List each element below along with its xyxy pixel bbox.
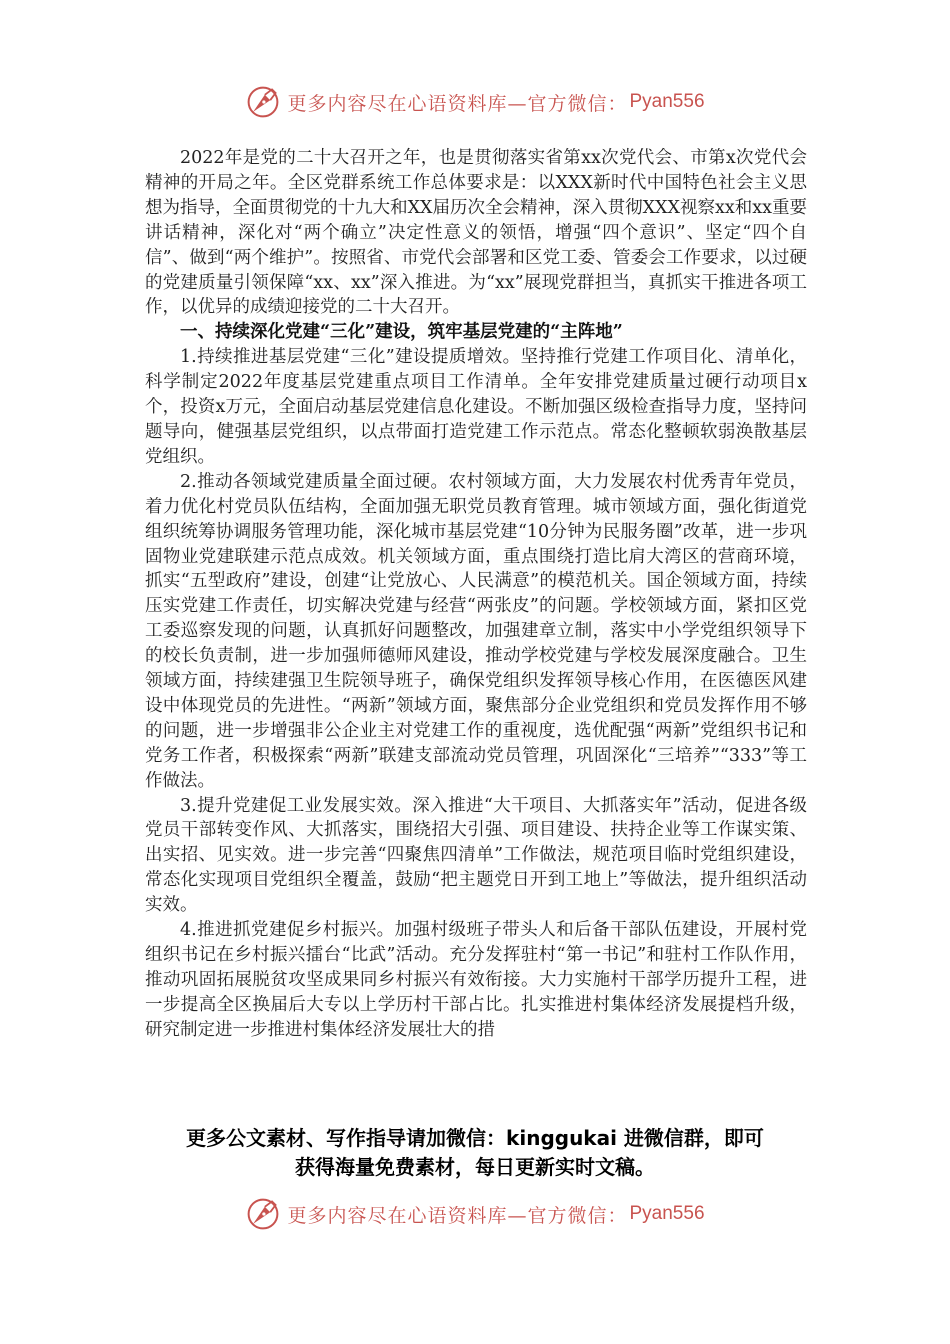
pen-nib-logo-icon [245, 84, 281, 120]
banner-text: 更多内容尽在心语资料库—官方微信： [287, 92, 628, 115]
promo-notice [120, 1124, 830, 1182]
paragraph-2: 2.推动各领域党建质量全面过硬。农村领域方面，大力发展农村优秀青年党员，着力优化村党员队伍结构，全面加强无职党员教育管理。城市领域方面，强化街道党组织统筹协调服务管理功能，深化城市基层党建“10分钟为民服务圈”改革，进一步巩固物业党建联建示范点成效。机关领域方面，重点围绕打造比肩大湾区的营商环境，抓实“五型政府”建设，创建“让党放心、人民满意”的模范机关。国企领域方面，持续压实党建工作责任，切实解决党建与经营“两张皮”的问题。学校领域方面，紧扣区党工委巡察发现的问题，认真抓好问题整改，加强建章立制，落实中小学党组织领导下的校长负责制，进一步加强师德师风建设，推动学校党建与学校发展深度融合。卫生领域方面，持续建强卫生院领导班子，确保党组织发挥领导核心作用，在医德医风建设中体现党员的先进性。“两新”领域方面，聚焦部分企业党组织和党员发挥作用不够的问题，进一步增强非公企业主对党建工作的重视度，选优配强“两新”党组织书记和党务工作者，积极探索“两新”联建支部流动党员管理，巩固深化“三培养”“333”等工作做法。 [145, 471, 807, 791]
footer-banner [0, 1194, 950, 1234]
banner-text: 更多内容尽在心语资料库—官方微信： [287, 1204, 628, 1227]
banner-wechat-id: Pyan556 [629, 1203, 705, 1224]
document-body [145, 146, 807, 1043]
promo-line-1: 更多公文素材、写作指导请加微信：kinggukai 进微信群，即可 [186, 1126, 764, 1150]
intro-paragraph: 2022年是党的二十大召开之年，也是贯彻落实省第xx次党代会、市第x次党代会精神的开局之年。全区党群系统工作总体要求是：以XXX新时代中国特色社会主义思想为指导，全面贯彻党的十九大和XX届历次全会精神，深入贯彻XXX视察xx和xx重要讲话精神，深化对“两个确立”决定性意义的领悟，增强“四个意识”、坚定“四个自信”、做到“两个维护”。按照省、市党代会部署和区党工委、管委会工作要求，以过硬的党建质量引领保障“xx、xx”深入推进。为“xx”展现党群担当，真抓实干推进各项工作，以优异的成绩迎接党的二十大召开。 [145, 148, 807, 318]
paragraph-4: 4.推进抓党建促乡村振兴。加强村级班子带头人和后备干部队伍建设，开展村党组织书记在乡村振兴擂台“比武”活动。充分发挥驻村“第一书记”和驻村工作队作用，推动巩固拓展脱贫攻坚成果同乡村振兴有效衔接。大力实施村干部学历提升工程，进一步提高全区换届后大专以上学历村干部占比。扎实推进村集体经济发展提档升级，研究制定进一步推进村集体经济发展壮大的措 [145, 920, 807, 1040]
promo-line-2: 获得海量免费素材，每日更新实时文稿。 [295, 1155, 655, 1179]
section-heading: 一、持续深化党建“三化”建设，筑牢基层党建的“主阵地” [180, 322, 623, 343]
banner-wechat-id: Pyan556 [629, 91, 705, 112]
pen-nib-logo-icon [245, 1196, 281, 1232]
paragraph-3: 3.提升党建促工业发展实效。深入推进“大干项目、大抓落实年”活动，促进各级党员干部转变作风、大抓落实，围绕招大引强、项目建设、扶持企业等工作谋实策、出实招、见实效。进一步完善“四聚焦四清单”工作做法，规范项目临时党组织建设，常态化实现项目党组织全覆盖，鼓励“把主题党日开到工地上”等做法，提升组织活动实效。 [145, 795, 807, 916]
paragraph-1: 1.持续推进基层党建“三化”建设提质增效。坚持推行党建工作项目化、清单化，科学制定2022年度基层党建重点项目工作清单。全年安排党建质量过硬行动项目x个，投资x万元，全面启动基层党建信息化建设。不断加强区级检查指导力度，坚持问题导向，健强基层党组织，以点带面打造党建工作示范点。常态化整顿软弱涣散基层党组织。 [145, 347, 807, 467]
header-banner [0, 82, 950, 122]
